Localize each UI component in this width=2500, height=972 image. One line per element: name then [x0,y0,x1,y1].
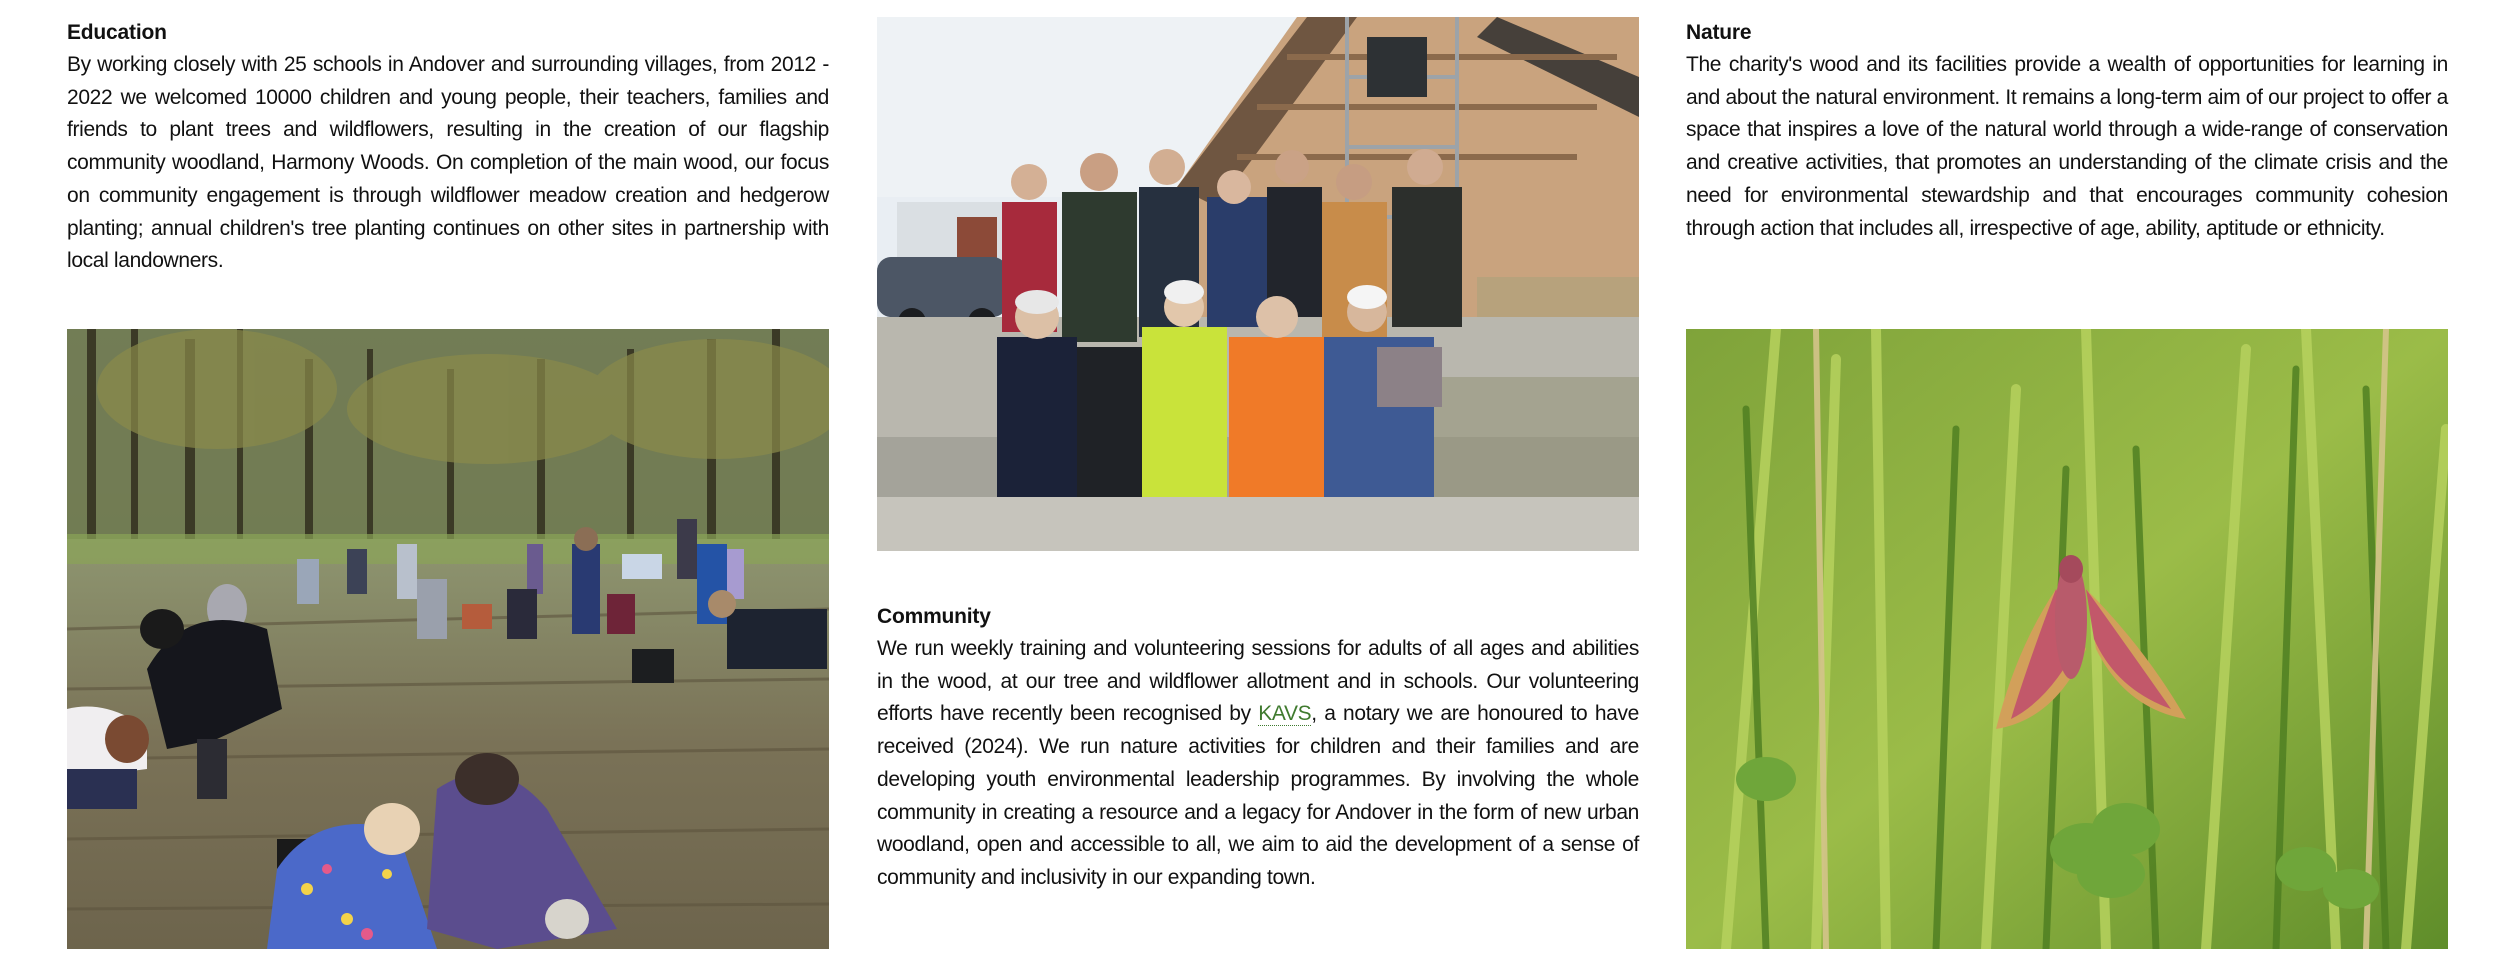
elephant-hawk-moth-photo [1686,329,2448,949]
nature-text: The charity's wood and its facilities provide a wealth of opportunities for learning in and about the natural environment. It remains a long-term aim of our project to offer a space that inspires a love of the natural world through a wide-range of conservation and creative activities, that promotes an understanding of the climate crisis and the need for environmental stewardship and that encourages community cohesion through action that includes all, irrespective of age, ability, aptitude or ethnicity. [1686,53,2448,240]
education-text: By working closely with 25 schools in Andover and surrounding villages, from 2012 - 2022 we welcomed 10000 children and young people, their teachers, families and friends to plant trees and wildflowers, resulting in the creation of our flagship community woodland, Harmony Woods. On completion of the main wood, our focus on community engagement is through wildflower meadow creation and hedgerow planting; annual children's tree planting continues on other sites in partnership with local landowners. [67,53,829,273]
nature-section [1686,17,2448,245]
community-section [877,601,1639,895]
volunteer-group-photo [877,17,1639,551]
community-heading: Community [877,605,991,628]
nature-heading: Nature [1686,21,1752,44]
education-heading: Education [67,21,167,44]
education-section [67,17,829,278]
children-planting-photo [67,329,829,949]
community-text-after-link: , a notary we are honoured to have received (2024). We run nature activities for children and their families and are developing youth environmental leadership programmes. By involving the whole community in creating a resource and a legacy for Andover in the form of new urban woodland, open and accessible to all, we aim to aid the development of a sense of community and inclusivity in our expanding town. [877,702,1639,889]
community-text [877,633,1639,895]
community-text-before-link: We run weekly training and volunteering sessions for adults of all ages and abilities in the wood, at our tree and wildflower allotment and in schools. Our volunteering efforts have recently been recognised by [877,637,1639,726]
kavs-link[interactable]: KAVS [1258,702,1312,726]
